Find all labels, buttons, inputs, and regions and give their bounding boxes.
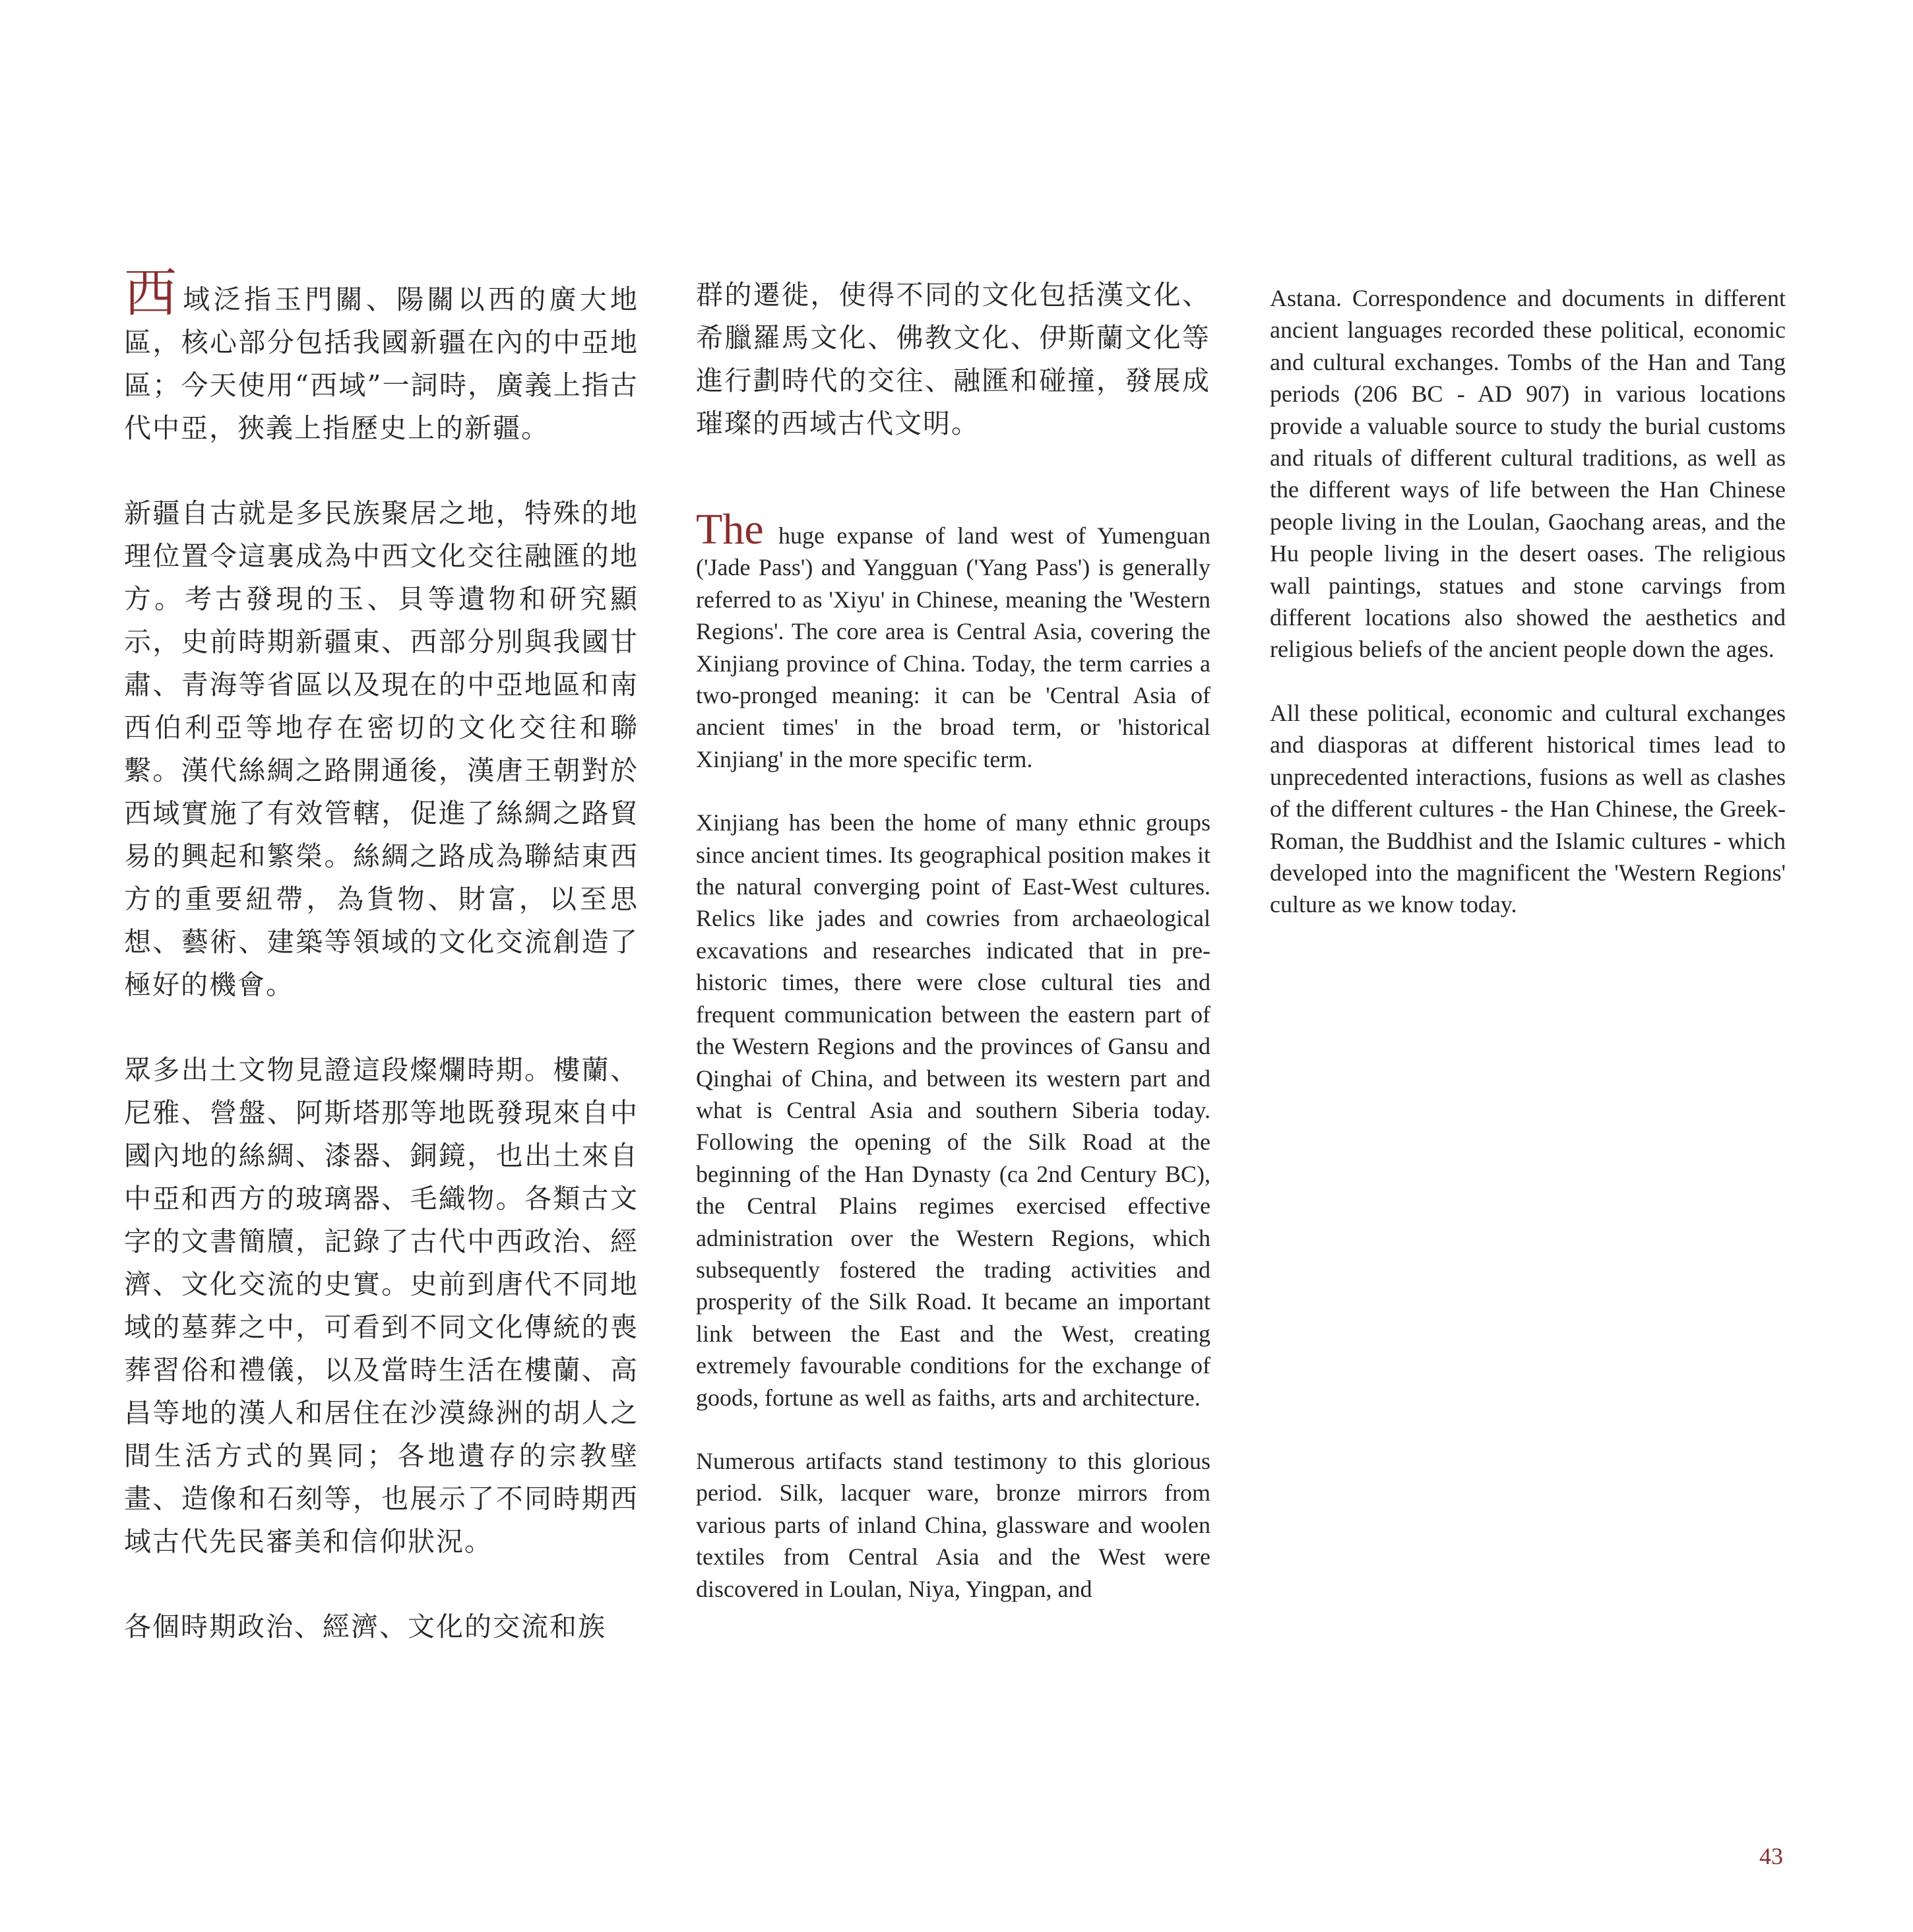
english-paragraph-3-continued: Astana. Correspondence and documents in different ancient languages recorded these political, economic and cultural exchanges. Tombs of the Han and Tang periods (206 BC - AD 907) in various locations provide a valuable source to study the burial customs and rituals of different cultural traditions, as well as the different ways of life between the Han Chinese people living in the Loulan, Gaochang areas, and the Hu people living in the desert oases. The religious wall paintings, statues and stone carvings from different locations also showed the aesthetics and religious beliefs of the ancient people down the ages. [1270, 285, 1786, 663]
chinese-dropcap: 西 [124, 263, 181, 324]
english-paragraph-1 [696, 505, 1210, 775]
english-paragraph-2: Xinjiang has been the home of many ethnic groups since ancient times. Its geographical position makes it the natural converging point of East-West cultures. Relics like jades and cowries from archaeological excavations and researches indicated that in pre-historic times, there were close cultural ties and frequent communication between the eastern part of the Western Regions and the provinces of Gansu and Qinghai of China, and between its western part and what is Central Asia and southern Siberia today. Following the opening of the Silk Road at the beginning of the Han Dynasty (ca 2nd Century BC), the Central Plains regimes exercised effective administration over the Western Regions, which subsequently fostered the trading activities and prosperity of the Silk Road. It became an important link between the East and the West, creating extremely favourable conditions for the exchange of goods, fortune as well as faiths, arts and architecture. [696, 809, 1210, 1411]
english-paragraph-4: All these political, economic and cultural exchanges and diasporas at different historical times lead to unprecedented interactions, fusions as well as clashes of the different cultures - the Han Chinese, the Greek-Roman, the Buddhist and the Islamic cultures - which developed into the magnificent the 'Western Regions' culture as we know today. [1270, 699, 1786, 918]
middle-column [696, 274, 1210, 1636]
english-dropcap: The [696, 505, 764, 553]
chinese-paragraph-1 [124, 263, 639, 450]
english-paragraph-1-text: huge expanse of land west of Yumenguan ('Jade Pass') and Yangguan ('Yang Pass') is generally referred to as 'Xiyu' in Chinese, meaning the 'Western Regions'. The core area is Central Asia, covering the Xinjiang province of China. Today, the term carries a two-pronged meaning: it can be 'Central Asia of ancient times' in the broad term, or 'historical Xinjiang' in the more specific term. [696, 522, 1210, 772]
english-text-part-2 [1270, 282, 1786, 952]
chinese-paragraph-3: 眾多出土文物見證這段燦爛時期。樓蘭、尼雅、營盤、阿斯塔那等地既發現來自中國內地的絲綢、漆器、銅鏡，也出土來自中亞和西方的玻璃器、毛織物。各類古文字的文書簡牘，記錄了古代中西政治、經濟、文化交流的史實。史前到唐代不同地域的墓葬之中，可看到不同文化傳統的喪葬習俗和禮儀，以及當時生活在樓蘭、高昌等地的漢人和居住在沙漠綠洲的胡人之間生活方式的異同；各地遺存的宗教壁畫、造像和石刻等，也展示了不同時期西域古代先民審美和信仰狀況。 [124, 1054, 639, 1557]
english-paragraph-3-start: Numerous artifacts stand testimony to this glorious period. Silk, lacquer ware, bronze mirrors from various parts of inland China, glassware and woolen textiles from Central Asia and the West were discovered in Loulan, Niya, Yingpan, and [696, 1447, 1210, 1602]
chinese-paragraph-1-text: 域泛指玉門關、陽關以西的廣大地區，核心部分包括我國新疆在內的中亞地區；今天使用“西域”一詞時，廣義上指古代中亞，狹義上指歷史上的新疆。 [124, 284, 639, 444]
page-number: 43 [1759, 1843, 1783, 1869]
chinese-paragraph-4-continued: 群的遷徙，使得不同的文化包括漢文化、希臘羅馬文化、佛教文化、伊斯蘭文化等進行劃時代的交往、融匯和碰撞，發展成璀璨的西域古代文明。 [696, 279, 1210, 439]
chinese-paragraph-4-start: 各個時期政治、經濟、文化的交流和族 [124, 1611, 606, 1642]
chinese-column [124, 263, 639, 1691]
english-text-part-1 [696, 505, 1210, 1605]
chinese-paragraph-2: 新疆自古就是多民族聚居之地，特殊的地理位置令這裏成為中西文化交往融匯的地方。考古發現的玉、貝等遺物和研究顯示，史前時期新疆東、西部分別與我國甘肅、青海等省區以及現在的中亞地區和南西伯利亞等地存在密切的文化交往和聯繫。漢代絲綢之路開通後，漢唐王朝對於西域實施了有效管轄，促進了絲綢之路貿易的興起和繁榮。絲綢之路成為聯結東西方的重要紐帶，為貨物、財富，以至思想、藝術、建築等領域的文化交流創造了極好的機會。 [124, 497, 639, 1001]
